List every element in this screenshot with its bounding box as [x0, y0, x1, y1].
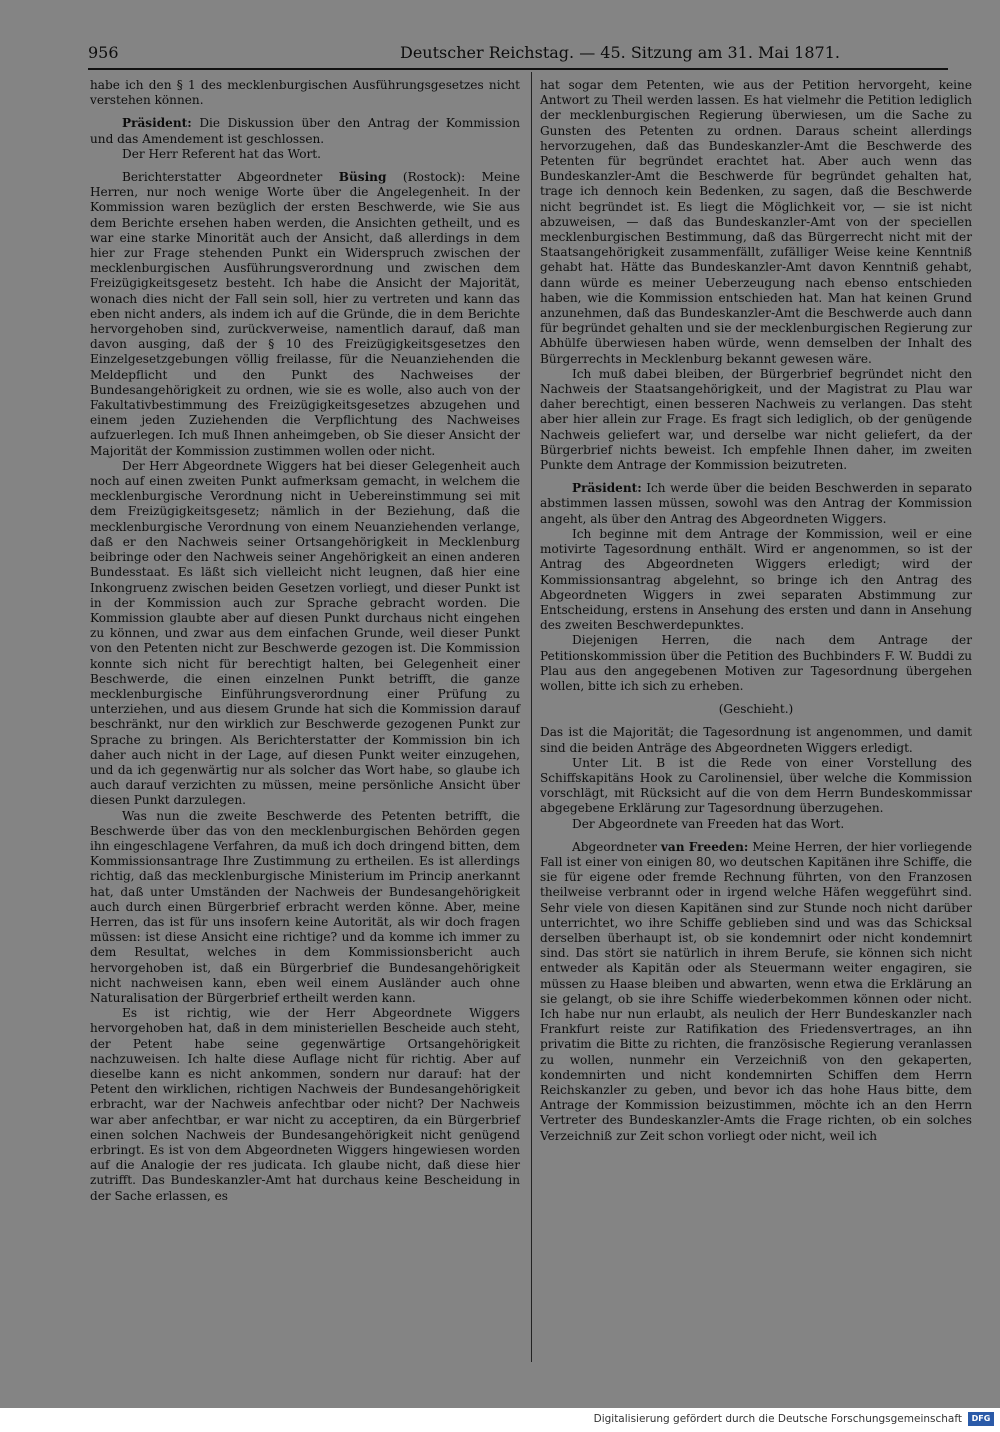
- paragraph-text: Was nun die zweite Beschwerde des Petenten betrifft, die Beschwerde über das von den mecklenburgischen Behörden gegen ihn eingeschlagene Verfahren, da muß ich doch dringend bitten, dem Kommissionsantrage Ihre Zustimmung zu ertheilen. Es ist allerdings richtig, daß das mecklenburgische Ministerium im Princip anerkannt hat, daß unter Umständen der Nachweis der Bundesangehörigkeit auch durch einen Bürgerbrief erbracht werden könne. Aber, meine Herren, das ist für uns insofern keine Autorität, als wir doch fragen müssen: ist diese Ansicht eine richtige? und da komme ich immer zu dem Resultat, welches in dem Kommissionsbericht auch hervorgehoben ist, daß ein Bürgerbrief die Bundesangehörigkeit nicht nachweisen kann, eben weil einem Ausländer auch ohne Naturalisation der Bürgerbrief ertheilt werden kann.: [90, 808, 520, 1005]
- paragraph-text: Die Diskussion über den Antrag der Kommission und das Amendement ist geschlossen.: [90, 116, 520, 146]
- left-column: [90, 78, 520, 1204]
- header-rule: [88, 68, 948, 70]
- paragraph-text: Ich muß dabei bleiben, der Bürgerbrief begründet nicht den Nachweis der Staatsangehörigkeit, und der Magistrat zu Plau war daher berechtigt, einen besseren Nachweis zu verlangen. Das steht aber hier allein zur Frage. Es fragt sich lediglich, ob der genügende Nachweis geliefert war, und derselbe war nicht geliefert, da der Bürgerbrief nichts beweist. Ich empfehle Ihnen daher, im zweiten Punkte dem Antrage der Kommission beizutreten.: [540, 366, 972, 473]
- paragraph-text: Der Herr Referent hat das Wort.: [122, 146, 321, 161]
- speaker-role: Berichterstatter Abgeordneter: [122, 170, 323, 185]
- paragraph-text: hat sogar dem Petenten, wie aus der Petition hervorgeht, keine Antwort zu Theil werden lassen. Es hat vielmehr die Petition lediglich der mecklenburgischen Regierung überwiesen, um die Sache zu Gunsten des Petenten zu ordnen. Daraus scheint allerdings hervorzugehen, daß das Bundeskanzler-Amt die Beschwerde des Petenten für begründet erachtet hat. Aber auch wenn das Bundeskanzler-Amt die Beschwerde für begründet gehalten hat, trage ich dennoch kein Bedenken, zu sagen, daß die Beschwerde nicht begründet ist. Es liegt die Möglichkeit vor, — sie ist nicht abzuweisen, — daß das Bundeskanzler-Amt von der speciellen mecklenburgischen Bestimmung, daß das Bürgerrecht nicht mit der Staatsangehörigkeit zusammenfällt, zufälliger Weise keine Kenntniß gehabt hat. Hätte das Bundeskanzler-Amt davon Kenntniß gehabt, dann würde es meiner Ueberzeugung nach ebenso entschieden haben, wie die Kommission entschieden hat. Man hat keinen Grund anzunehmen, daß das Bundeskanzler-Amt die Beschwerde auch dann für begründet gehalten und sie der mecklenburgischen Regierung zur Abhülfe überwiesen haben würde, wenn demselben der Inhalt des Bürgerrechts in Mecklenburg bekannt gewesen wäre.: [540, 78, 972, 366]
- right-column: [540, 78, 972, 1144]
- paragraph-text: (Geschieht.): [718, 702, 794, 717]
- paragraph: [540, 725, 972, 755]
- speaker-name: Büsing: [338, 170, 387, 185]
- page-header: [88, 38, 958, 68]
- speaker-name: Präsident:: [572, 481, 642, 496]
- paragraph: [540, 78, 972, 367]
- paragraph-text: Das ist die Majorität; die Tagesordnung ist angenommen, und damit sind die beiden Anträge des Abgeordneten Wiggers erledigt.: [540, 725, 972, 755]
- paragraph: [90, 170, 520, 459]
- paragraph: [90, 809, 520, 1007]
- paragraph: [90, 1006, 520, 1204]
- paragraph-text: Der Herr Abgeordnete Wiggers hat bei dieser Gelegenheit auch noch auf einen zweiten Punkt aufmerksam gemacht, in welchem die mecklenburgische Verordnung nicht in Uebereinstimmung sei mit dem Freizügigkeitsgesetz; nämlich in der Beziehung, daß die mecklenburgische Verordnung von einem Neuanziehenden verlange, daß er den Nachweis seiner Ortsangehörigkeit in Mecklenburg beibringe oder den Nachweis seiner Angehörigkeit an einen anderen Bundesstaat. Es läßt sich vielleicht nicht leugnen, daß hier eine Inkongruenz zwischen beiden Gesetzen vorliegt, und dieser Punkt ist in der Kommission auch zur Sprache gebracht worden. Die Kommission glaubte aber auf diesen Punkt durchaus nicht eingehen zu können, und zwar aus dem einfachen Grunde, weil dieser Punkt von den Petenten nicht zur Beschwerde gezogen ist. Die Kommission konnte sich nicht für berechtigt halten, bei Gelegenheit einer Beschwerde, die einen einzelnen Punkt betrifft, die ganze mecklenburgische Einführungsverordnung einer Prüfung zu unterziehen, und aus diesem Grunde hat sich die Kommission darauf beschränkt, nur den wirklich zur Beschwerde gezogenen Punkt zur Sprache zu bringen. Als Berichterstatter der Kommission bin ich daher auch nicht in der Lage, auf diesen Punkt weiter einzugehen, und da ich gegenwärtig nur als solcher das Wort habe, so glaube ich auch darauf verzichten zu müssen, meine persönliche Ansicht über diesen Punkt darzulegen.: [90, 458, 520, 808]
- paragraph-text: Meine Herren, der hier vorliegende Fall ist einer von einigen 80, wo deutschen Kapitänen ihre Schiffe, die sie für eigene oder fremde Rechnung führten, von den Franzosen theilweise verbrannt oder in irgend welche Häfen weggeführt sind. Sehr viele von diesen Kapitänen sind zur Stunde noch nicht darüber unterrichtet, wo ihre Schiffe geblieben sind und was das Schicksal derselben überhaupt ist, ob sie kondemnirt oder nicht kondemnirt sind. Das stört sie natürlich in ihrem Berufe, sie können sich nicht entweder als Kapitän oder als Steuermann weiter engagiren, sie müssen zu Haase bleiben und abwarten, wenn etwa die Erklärung an sie gelangt, ob sie ihre Schiffe wiederbekommen können oder nicht. Ich habe nur nun erlaubt, als neulich der Herr Bundeskanzler nach Frankfurt reiste zur Ratifikation des Friedensvertrages, an ihn privatim die Bitte zu richten, die französische Regierung veranlassen zu wollen, nunmehr ein Verzeichniß von den gekaperten, kondemnirten und nicht kondemnirten Schiffen dem Herrn Reichskanzler zu geben, und bevor ich das hohe Haus bitte, dem Antrage der Kommission beizustimmen, möchte ich an den Herrn Vertreter des Bundeskanzler-Amts die Frage richten, ob ein solches Verzeichniß zur Zeit schon vorliegt oder nicht, weil ich: [540, 839, 972, 1143]
- paragraph-text: habe ich den § 1 des mecklenburgischen Ausführungsgesetzes nicht verstehen können.: [90, 78, 520, 108]
- running-title: Deutscher Reichstag. — 45. Sitzung am 31. Mai 1871.: [400, 43, 840, 62]
- paragraph: [90, 116, 520, 146]
- paragraph: [540, 527, 972, 633]
- paragraph: [90, 78, 520, 108]
- column-divider: [531, 72, 532, 1362]
- page-number: 956: [88, 43, 119, 62]
- paragraph-text: Ich werde über die beiden Beschwerden in separato abstimmen lassen müssen, sowohl was den Antrag der Kommission angeht, als über den Antrag des Abgeordneten Wiggers.: [540, 481, 972, 526]
- paragraph: [540, 756, 972, 817]
- paragraph: [90, 459, 520, 809]
- dfg-logo: DFG: [968, 1412, 994, 1426]
- paragraph-text: Der Abgeordnete van Freeden hat das Wort.: [572, 816, 845, 831]
- paragraph: [540, 481, 972, 527]
- paragraph: [540, 840, 972, 1144]
- paragraph-text: Es ist richtig, wie der Herr Abgeordnete Wiggers hervorgehoben hat, daß in dem ministeriellen Bescheide auch steht, der Petent habe seine gegenwärtige Ortsangehörigkeit nachzuweisen. Ich halte diese Auflage nicht für richtig. Aber auf dieselbe kann es nicht ankommen, sondern nur darauf: hat der Petent den wirklichen, richtigen Nachweis der Bundesangehörigkeit erbracht, war der Nachweis anfechtbar oder nicht? Der Nachweis war aber anfechtbar, er war nicht zu acceptiren, da ein Bürgerbrief einen solchen Nachweis der Bundesangehörigkeit nicht genügend erbringt. Es ist von dem Abgeordneten Wiggers hingewiesen worden auf die Analogie der res judicata. Ich glaube nicht, daß diese hier zutrifft. Das Bundeskanzler-Amt hat durchaus keine Bescheidung in der Sache erlassen, es: [90, 1006, 520, 1203]
- footer-credit: Digitalisierung gefördert durch die Deutsche Forschungsgemeinschaft: [593, 1413, 962, 1425]
- paragraph-text: Ich beginne mit dem Antrage der Kommission, weil er eine motivirte Tagesordnung enthält. Wird er angenommen, so ist der Antrag des Abgeordneten Wiggers erledigt; wird der Kommissionsantrag abgelehnt, so bringe ich den Antrag des Abgeordneten Wiggers in zwei separaten Abstimmung zur Entscheidung, erstens in Ansehung des ersten und dann in Ansehung des zweiten Beschwerdepunktes.: [540, 526, 972, 633]
- paragraph: [540, 367, 972, 473]
- paragraph: [540, 817, 972, 832]
- paragraph: [540, 702, 972, 717]
- speaker-role: Abgeordneter: [572, 839, 657, 854]
- paragraph-text: (Rostock): Meine Herren, nur noch wenige Worte über die Angelegenheit. In der Kommission waren bezüglich der ersten Beschwerde, wie Sie aus dem Berichte ersehen haben werden, die Ansichten getheilt, und es war eine starke Minorität auch der Ansicht, daß allerdings in dem hier zur Frage stehenden Punkt ein Widerspruch zwischen der mecklenburgischen Ausführungsverordnung und zwischen dem Freizügigkeitsgesetz besteht. Ich habe die Ansicht der Majorität, wonach dies nicht der Fall sein soll, hier zu vertreten und kann das eben nicht anders, als indem ich auf die Gründe, die in dem Berichte hervorgehoben sind, zurückverweise, namentlich darauf, daß man davon ausging, daß der § 10 des Freizügigkeitsgesetzes den Einzelgesetzgebungen völlig freilasse, für die Neuanziehenden die Meldepflicht und den Punkt des Nachweises der Bundesangehörigkeit zu ordnen, wie sie es wolle, also auch von der Fakultativbestimmung des Freizügigkeitsgesetzes abzugehen und einem jeden Zuziehenden die Verpflichtung des Nachweises aufzuerlegen. Ich muß Ihnen anheimgeben, ob Sie dieser Ansicht der Majorität der Kommission zustimmen wollen oder nicht.: [90, 170, 520, 458]
- paragraph-text: Diejenigen Herren, die nach dem Antrage der Petitionskommission über die Petition des Buchbinders F. W. Buddi zu Plau aus den angegebenen Motiven zur Tagesordnung übergehen wollen, bitte ich sich zu erheben.: [540, 633, 972, 693]
- footer-bar: [0, 1408, 1000, 1432]
- paragraph: [90, 147, 520, 162]
- speaker-name: Präsident:: [122, 116, 192, 131]
- paragraph-text: Unter Lit. B ist die Rede von einer Vorstellung des Schiffskapitäns Hook zu Carolinensiel, über welche die Kommission vorschlägt, mit Rücksicht auf die von dem Herrn Bundeskommissar abgegebene Erklärung zur Tagesordnung überzugehen.: [540, 755, 972, 816]
- paragraph: [540, 633, 972, 694]
- speaker-name: van Freeden:: [660, 839, 749, 854]
